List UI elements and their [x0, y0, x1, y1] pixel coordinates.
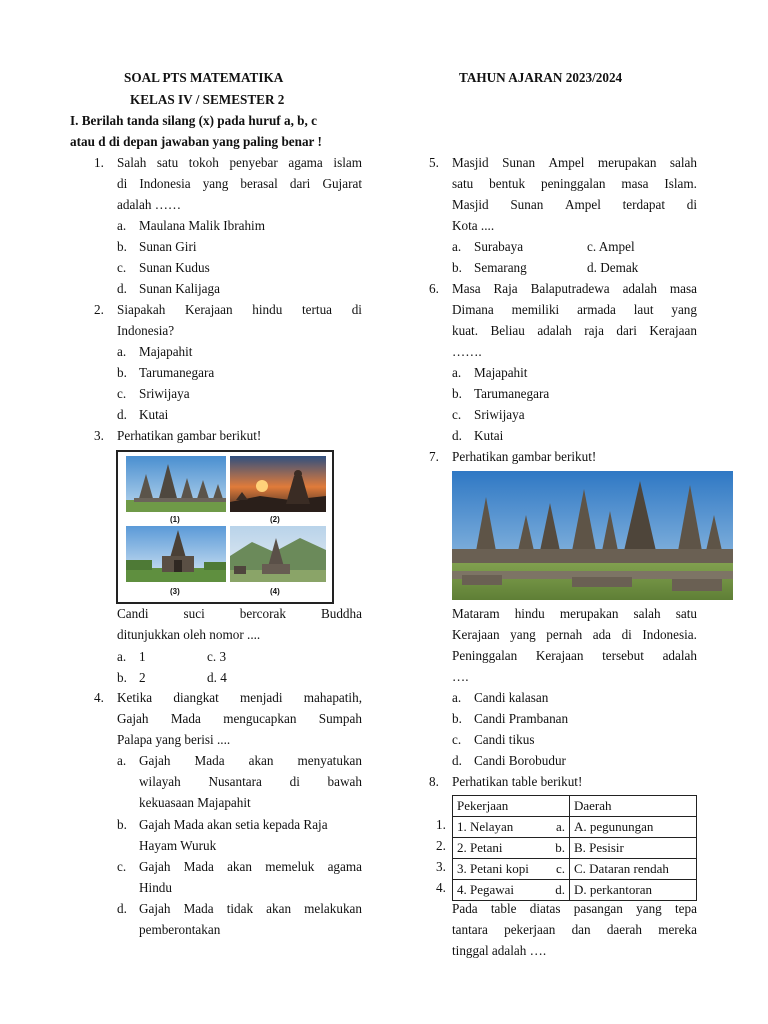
word: table: [490, 901, 517, 916]
match-letter: b.: [555, 840, 565, 855]
table-cell: A. pegunungan: [570, 817, 697, 838]
question-line: [452, 627, 697, 643]
option-letter: a.: [452, 365, 462, 380]
word: Candi: [117, 606, 149, 621]
option-letter: d.: [117, 901, 127, 916]
question-number: 8.: [429, 774, 439, 789]
row-number: 4.: [436, 880, 446, 895]
word: menjadi: [240, 690, 283, 705]
option-letter: b.: [117, 365, 127, 380]
word: Nusantara: [208, 774, 262, 789]
prambanan-photo: [452, 471, 733, 600]
option-letter: c.: [452, 407, 462, 422]
option-letter: c.: [117, 260, 127, 275]
option-text: c. 3: [207, 649, 227, 664]
question-line: …….: [452, 344, 482, 359]
instruction-line-2: atau d di depan jawaban yang paling benar !: [70, 134, 322, 149]
row-number: 3.: [436, 859, 446, 874]
photo-caption: (3): [170, 587, 180, 596]
question-line: [117, 176, 362, 192]
question-line: Palapa yang berisi ....: [117, 732, 231, 747]
word: menyatukan: [297, 753, 362, 768]
word: bentuk: [489, 176, 526, 191]
question-line: [117, 711, 362, 727]
word: Kerajaan: [649, 323, 697, 338]
option-text: Sunan Kudus: [139, 260, 210, 275]
question-line: [117, 690, 362, 706]
word: Kerajaan: [535, 648, 584, 663]
temple-photo-1: [126, 456, 226, 512]
word: Gajah: [139, 901, 171, 916]
word: agama: [288, 155, 323, 170]
word: Ketika: [117, 690, 153, 705]
word: bawah: [327, 774, 362, 789]
word: yang: [510, 627, 536, 642]
word: Mada: [183, 859, 214, 874]
word: Mataram: [452, 606, 500, 621]
word: dan: [571, 922, 591, 937]
option-letter: d.: [452, 428, 462, 443]
word: kuat.: [452, 323, 479, 338]
option-text: [139, 901, 362, 917]
option-letter: d.: [117, 281, 127, 296]
temple-photo-4: [230, 526, 326, 582]
match-letter: c.: [555, 861, 565, 876]
option-letter: c.: [117, 859, 127, 874]
option-text: [139, 859, 362, 875]
option-text: Maulana Malik Ibrahim: [139, 218, 265, 233]
word: akan: [227, 859, 252, 874]
school-year: TAHUN AJARAN 2023/2024: [459, 70, 623, 85]
question-line: [452, 922, 697, 938]
option-text: Candi Prambanan: [474, 711, 569, 726]
question-line: Perhatikan gambar berikut!: [117, 428, 262, 443]
question-line: [452, 155, 697, 171]
word: Buddha: [320, 606, 362, 621]
word: Dimana: [452, 302, 494, 317]
option-letter: a.: [117, 649, 127, 664]
word: di: [289, 774, 300, 789]
question-line: ….: [452, 669, 469, 684]
word: mengucapkan: [223, 711, 297, 726]
word: Kerajaan: [452, 627, 500, 642]
option-text: c. Ampel: [587, 239, 635, 254]
class-semester: KELAS IV / SEMESTER 2: [130, 92, 285, 107]
word: di: [351, 302, 362, 317]
word: masa: [669, 281, 697, 296]
option-letter: a.: [117, 218, 127, 233]
option-text: d. 4: [207, 670, 227, 685]
word: hindu: [252, 302, 283, 317]
photo-caption: (2): [270, 515, 280, 524]
word: pernah: [546, 627, 583, 642]
word: Raja: [493, 281, 518, 296]
table-row: [453, 838, 697, 859]
option-letter: a.: [452, 690, 462, 705]
question-line: [117, 155, 362, 171]
temple-photo-2: [230, 456, 326, 512]
table-row: [453, 859, 697, 880]
match-letter: a.: [555, 819, 565, 834]
option-text: Hayam Wuruk: [139, 838, 217, 853]
option-text: 2: [139, 670, 146, 685]
word: Ampel: [564, 197, 601, 212]
word: Balaputradewa: [530, 281, 610, 296]
word: wilayah: [139, 774, 181, 789]
word: penyebar: [229, 155, 278, 170]
word: memeluk: [265, 859, 315, 874]
option-text: Tarumanegara: [474, 386, 550, 401]
option-text: d. Demak: [587, 260, 639, 275]
option-letter: b.: [117, 239, 127, 254]
word: yang: [202, 176, 229, 191]
word: salah: [633, 606, 661, 621]
question-number: 4.: [94, 690, 104, 705]
word: pekerjaan: [504, 922, 556, 937]
word: Masa: [452, 281, 481, 296]
question-line: [117, 302, 362, 318]
table-cell: [453, 838, 570, 859]
option-letter: b.: [452, 386, 462, 401]
question-line: Indonesia?: [117, 323, 175, 338]
question-line: [452, 901, 697, 917]
question-line: [452, 606, 697, 622]
option-letter: c.: [117, 386, 127, 401]
word: tokoh: [188, 155, 219, 170]
word: Indonesia: [139, 176, 191, 191]
option-text: Kutai: [474, 428, 504, 443]
option-text: Gajah Mada akan setia kepada Raja: [139, 817, 328, 832]
option-letter: b.: [117, 670, 127, 685]
option-text: 1: [139, 649, 146, 664]
option-text: Kutai: [139, 407, 169, 422]
job-text: 2. Petani: [457, 840, 503, 855]
option-text: Majapahit: [139, 344, 193, 359]
word: satu: [675, 606, 697, 621]
word: Gajah: [117, 711, 149, 726]
table-header-row: [453, 796, 697, 817]
option-letter: a.: [117, 344, 127, 359]
word: tertua: [302, 302, 333, 317]
word: Sumpah: [318, 711, 362, 726]
word: adalah: [622, 281, 657, 296]
question-line: tinggal adalah ….: [452, 943, 547, 958]
question-number: 7.: [429, 449, 439, 464]
word: Mada: [194, 753, 225, 768]
table-cell: C. Dataran rendah: [570, 859, 697, 880]
temple-image-grid: [116, 450, 334, 604]
job-text: 1. Nelayan: [457, 819, 514, 834]
page-title: SOAL PTS MATEMATIKA: [124, 70, 284, 85]
word: Sunan: [502, 155, 536, 170]
word: tepa: [675, 901, 697, 916]
word: diatas: [529, 901, 561, 916]
word: Gajah: [139, 753, 171, 768]
word: Pada: [452, 901, 478, 916]
question-line: Kota ....: [452, 218, 495, 233]
word: berasal: [240, 176, 278, 191]
question-number: 6.: [429, 281, 439, 296]
word: salah: [669, 155, 697, 170]
option-text: Hindu: [139, 880, 172, 895]
word: di: [117, 176, 128, 191]
question-line: [117, 606, 362, 622]
word: daerah: [606, 922, 642, 937]
job-text: 3. Petani kopi: [457, 861, 529, 876]
word: yang: [671, 302, 697, 317]
word: tantara: [452, 922, 488, 937]
photo-caption: (4): [270, 587, 280, 596]
word: satu: [452, 176, 474, 191]
option-letter: d.: [452, 753, 462, 768]
word: memiliki: [511, 302, 560, 317]
word: merupakan: [559, 606, 619, 621]
word: agama: [327, 859, 362, 874]
word: masa: [621, 176, 649, 191]
word: Peninggalan: [452, 648, 518, 663]
question-line: [452, 302, 697, 318]
option-text: Candi kalasan: [474, 690, 549, 705]
word: suci: [183, 606, 205, 621]
question-number: 1.: [94, 155, 104, 170]
row-number: 1.: [436, 817, 446, 832]
question-number: 2.: [94, 302, 104, 317]
word: adalah: [537, 323, 572, 338]
option-letter: b.: [452, 260, 462, 275]
word: terdapat: [622, 197, 666, 212]
word: armada: [577, 302, 616, 317]
word: satu: [156, 155, 179, 170]
word: yang: [636, 901, 662, 916]
word: tersebut: [602, 648, 644, 663]
word: islam: [333, 155, 362, 170]
option-text: kekuasaan Majapahit: [139, 795, 251, 810]
option-text: Majapahit: [474, 365, 528, 380]
question-line: Perhatikan gambar berikut!: [452, 449, 597, 464]
option-text: Sriwijaya: [474, 407, 525, 422]
word: akan: [266, 901, 292, 916]
option-text: Semarang: [474, 260, 527, 275]
word: Islam.: [664, 176, 697, 191]
word: Mada: [170, 711, 201, 726]
option-letter: d.: [117, 407, 127, 422]
header-cell: Daerah: [570, 796, 697, 817]
option-text: Sunan Kalijaga: [139, 281, 220, 296]
option-text: Sunan Giri: [139, 239, 197, 254]
word: di: [621, 627, 632, 642]
word: adalah: [662, 648, 697, 663]
option-text: pemberontakan: [139, 922, 221, 937]
word: Indonesia.: [642, 627, 697, 642]
word: pasangan: [573, 901, 623, 916]
word: Salah: [117, 155, 147, 170]
question-line: Perhatikan table berikut!: [452, 774, 583, 789]
question-number: 5.: [429, 155, 439, 170]
temple-photo-3: [126, 526, 226, 582]
table-cell: [453, 859, 570, 880]
word: Siapakah: [117, 302, 166, 317]
word: Sunan: [510, 197, 544, 212]
word: Masjid: [452, 197, 489, 212]
job-text: 4. Pegawai: [457, 882, 515, 897]
word: peninggalan: [540, 176, 606, 191]
option-letter: c.: [452, 732, 462, 747]
word: ada: [592, 627, 612, 642]
word: merupakan: [597, 155, 657, 170]
question-line: [452, 648, 697, 664]
question-number: 3.: [94, 428, 104, 443]
word: Gujarat: [322, 176, 362, 191]
question-line: [452, 281, 697, 297]
option-letter: b.: [452, 711, 462, 726]
word: mahapatih,: [303, 690, 362, 705]
word: Kerajaan: [185, 302, 233, 317]
table-cell: [453, 817, 570, 838]
table-cell: B. Pesisir: [570, 838, 697, 859]
header-cell: Pekerjaan: [453, 796, 570, 817]
word: melakukan: [304, 901, 362, 916]
table-row: [453, 817, 697, 838]
photo-caption: (1): [170, 515, 180, 524]
question-line: adalah ……: [117, 197, 182, 212]
word: diangkat: [173, 690, 219, 705]
question-line: [452, 323, 697, 339]
word: Masjid: [452, 155, 489, 170]
word: akan: [248, 753, 274, 768]
option-text: [139, 774, 362, 790]
option-text: Surabaya: [474, 239, 524, 254]
word: dari: [616, 323, 637, 338]
option-text: [139, 753, 362, 769]
row-number: 2.: [436, 838, 446, 853]
word: mereka: [658, 922, 697, 937]
question-line: [452, 197, 697, 213]
word: di: [686, 197, 697, 212]
table-cell: [453, 880, 570, 901]
option-text: Candi tikus: [474, 732, 535, 747]
option-text: Candi Borobudur: [474, 753, 566, 768]
match-letter: d.: [555, 882, 565, 897]
instruction-line-1: I. Berilah tanda silang (x) pada huruf a, b, c: [70, 113, 317, 128]
option-letter: b.: [117, 817, 127, 832]
table-row: [453, 880, 697, 901]
word: Beliau: [490, 323, 525, 338]
option-text: Sriwijaya: [139, 386, 190, 401]
word: bercorak: [239, 606, 286, 621]
word: laut: [633, 302, 654, 317]
word: dari: [289, 176, 311, 191]
word: Mada: [183, 901, 214, 916]
question-line: ditunjukkan oleh nomor ....: [117, 627, 261, 642]
question-line: [452, 176, 697, 192]
option-letter: a.: [452, 239, 462, 254]
matching-table: [452, 795, 697, 901]
word: Ampel: [548, 155, 585, 170]
word: hindu: [514, 606, 545, 621]
word: raja: [584, 323, 604, 338]
option-text: Tarumanegara: [139, 365, 215, 380]
word: tidak: [226, 901, 254, 916]
word: Gajah: [139, 859, 171, 874]
table-cell: D. perkantoran: [570, 880, 697, 901]
option-letter: a.: [117, 753, 127, 768]
